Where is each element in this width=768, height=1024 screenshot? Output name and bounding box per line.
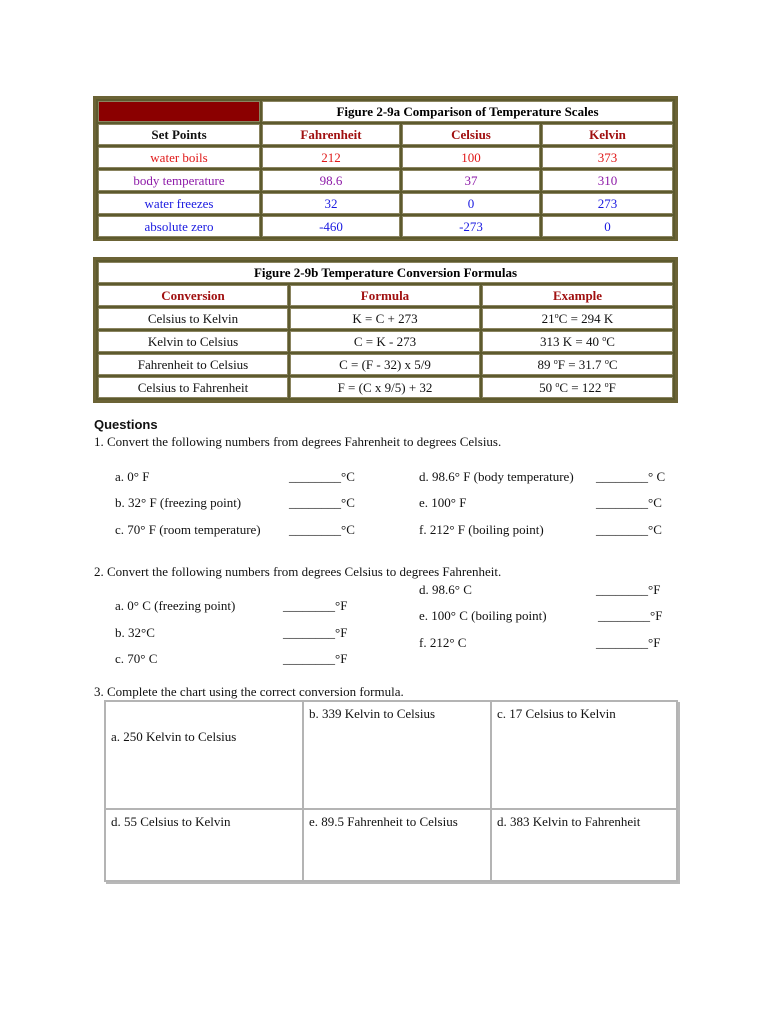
example: 89 $^o$F = 31.7 $^o$C bbox=[482, 354, 673, 375]
table-row bbox=[98, 354, 673, 375]
example: 50 $^o$C = 122 $^o$F bbox=[482, 377, 673, 398]
temperature-scales-table bbox=[93, 96, 678, 242]
kelvin-value: 0 bbox=[542, 216, 673, 237]
fahrenheit-value: 32 bbox=[262, 193, 400, 214]
conversion-chart bbox=[104, 700, 678, 882]
q1-item-b-label: b. 32° F (freezing point) bbox=[115, 495, 242, 510]
q1-item-f-label: f. 212° F (boiling point) bbox=[419, 522, 544, 537]
questions-heading: Questions bbox=[94, 417, 158, 432]
celsius-value: 0 bbox=[402, 193, 540, 214]
formula: F = (C x 9/5) + 32 bbox=[290, 377, 480, 398]
question-1-text: 1. Convert the following numbers from degrees Fahrenheit to degrees Celsius. bbox=[94, 434, 502, 449]
q1-item-b-answer: ________°C bbox=[289, 495, 355, 510]
q2-item-d-answer: ________°F bbox=[596, 582, 661, 597]
chart-cell-f[interactable]: d. 383 Kelvin to Fahrenheit bbox=[491, 809, 677, 881]
chart-row bbox=[105, 809, 677, 881]
header-celsius: Celsius bbox=[402, 124, 540, 145]
header-set-points: Set Points bbox=[98, 124, 260, 145]
question-3-text: 3. Complete the chart using the correct conversion formula. bbox=[94, 684, 404, 699]
fahrenheit-value: 98.6 bbox=[262, 170, 400, 191]
celsius-value: 37 bbox=[402, 170, 540, 191]
header-example: Example bbox=[482, 285, 673, 306]
chart-cell-a[interactable]: a. 250 Kelvin to Celsius bbox=[105, 701, 303, 809]
example: 313 K = 40 $^o$C bbox=[482, 331, 673, 352]
q1-item-e-answer: ________°C bbox=[596, 495, 662, 510]
row-label: water freezes bbox=[98, 193, 260, 214]
q1-item-c-answer: ________°C bbox=[289, 522, 355, 537]
q2-item-a-label: a. 0° C (freezing point) bbox=[115, 598, 236, 613]
table-row bbox=[98, 193, 673, 214]
q1-item-f-answer: ________°C bbox=[596, 522, 662, 537]
table-a-title: Figure 2-9a Comparison of Temperature Scales bbox=[262, 101, 673, 122]
q2-item-c-answer: ________°F bbox=[283, 651, 348, 666]
chart-cell-c[interactable]: c. 17 Celsius to Kelvin bbox=[491, 701, 677, 809]
q1-item-a-answer: ________°C bbox=[289, 469, 355, 484]
header-conversion: Conversion bbox=[98, 285, 288, 306]
header-kelvin: Kelvin bbox=[542, 124, 673, 145]
q2-item-a-answer: ________°F bbox=[283, 598, 348, 613]
chart-row bbox=[105, 701, 677, 809]
row-label: body temperature bbox=[98, 170, 260, 191]
formula: C = K - 273 bbox=[290, 331, 480, 352]
table-b-title: Figure 2-9b Temperature Conversion Formulas bbox=[98, 262, 673, 283]
q2-item-b-answer: ________°F bbox=[283, 625, 348, 640]
kelvin-value: 310 bbox=[542, 170, 673, 191]
formula: K = C + 273 bbox=[290, 308, 480, 329]
q2-item-d-label: d. 98.6° C bbox=[419, 582, 472, 597]
fahrenheit-value: -460 bbox=[262, 216, 400, 237]
table-row bbox=[98, 170, 673, 191]
table-row bbox=[98, 147, 673, 168]
q2-item-e-label: e. 100° C (boiling point) bbox=[419, 608, 547, 623]
table-row bbox=[98, 331, 673, 352]
celsius-value: -273 bbox=[402, 216, 540, 237]
q2-item-f-label: f. 212° C bbox=[419, 635, 467, 650]
q1-item-d-answer: ________° C bbox=[596, 469, 666, 484]
conversion-name: Celsius to Kelvin bbox=[98, 308, 288, 329]
conversion-formulas-table bbox=[93, 257, 678, 403]
q2-item-f-answer: ________°F bbox=[596, 635, 661, 650]
table-b-header-row bbox=[98, 285, 673, 306]
chart-cell-e[interactable]: e. 89.5 Fahrenheit to Celsius bbox=[303, 809, 491, 881]
table-b-title-row bbox=[98, 262, 673, 283]
q2-item-e-answer: ________°F bbox=[598, 608, 663, 623]
table-a-header-row bbox=[98, 124, 673, 145]
q1-item-c-label: c. 70° F (room temperature) bbox=[115, 522, 261, 537]
q2-item-c-label: c. 70° C bbox=[115, 651, 158, 666]
question-2-text: 2. Convert the following numbers from degrees Celsius to degrees Fahrenheit. bbox=[94, 564, 502, 579]
example: $21^oC = 294$ K bbox=[482, 308, 673, 329]
header-formula: Formula bbox=[290, 285, 480, 306]
table-a-corner-cell bbox=[98, 101, 260, 122]
table-row bbox=[98, 377, 673, 398]
table-a-title-row bbox=[98, 101, 673, 122]
row-label: absolute zero bbox=[98, 216, 260, 237]
conversion-name: Celsius to Fahrenheit bbox=[98, 377, 288, 398]
table-row bbox=[98, 216, 673, 237]
fahrenheit-value: 212 bbox=[262, 147, 400, 168]
kelvin-value: 373 bbox=[542, 147, 673, 168]
q1-item-d-label: d. 98.6° F (body temperature) bbox=[419, 469, 574, 484]
chart-cell-b[interactable]: b. 339 Kelvin to Celsius bbox=[303, 701, 491, 809]
conversion-name: Fahrenheit to Celsius bbox=[98, 354, 288, 375]
celsius-value: 100 bbox=[402, 147, 540, 168]
row-label: water boils bbox=[98, 147, 260, 168]
table-row bbox=[98, 308, 673, 329]
q1-item-e-label: e. 100° F bbox=[419, 495, 467, 510]
chart-cell-d[interactable]: d. 55 Celsius to Kelvin bbox=[105, 809, 303, 881]
table-gap bbox=[93, 241, 678, 254]
header-fahrenheit: Fahrenheit bbox=[262, 124, 400, 145]
conversion-name: Kelvin to Celsius bbox=[98, 331, 288, 352]
formula: C = (F - 32) x 5/9 bbox=[290, 354, 480, 375]
kelvin-value: 273 bbox=[542, 193, 673, 214]
q1-item-a-label: a. 0° F bbox=[115, 469, 150, 484]
q2-item-b-label: b. 32°C bbox=[115, 625, 155, 640]
